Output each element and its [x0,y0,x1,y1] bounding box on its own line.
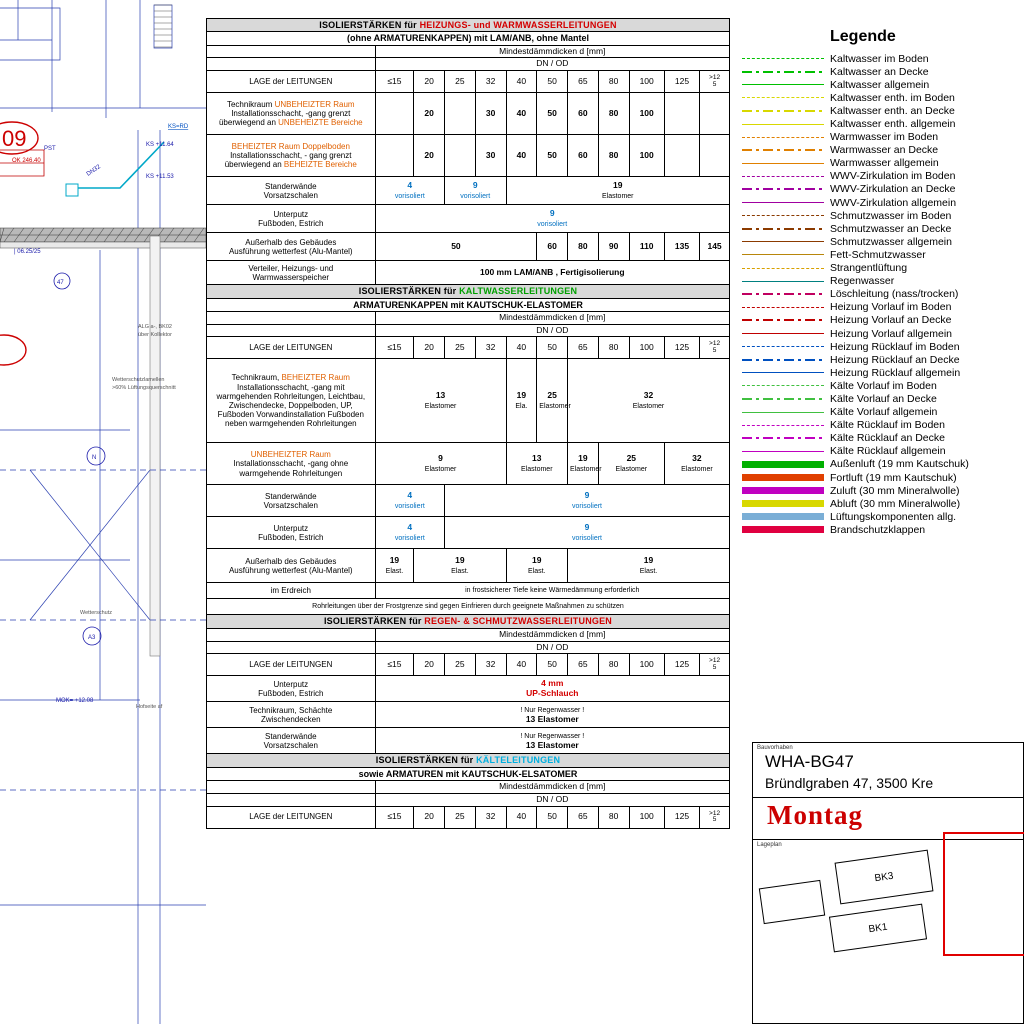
row-label-ausserhalb-2: Außerhalb des Gebäudes Ausführung wetterfest (Alu-Mantel) [207,549,376,583]
legend-line-swatch [742,163,824,164]
value-cell: 100 [629,93,664,135]
value-cell [664,93,699,135]
legend-line-swatch [742,176,824,177]
dn-cell: >12 5 [700,337,730,359]
legend-item [742,104,1024,117]
dn-cell: 25 [445,654,476,676]
plan-type: Montag [767,800,863,830]
svg-text:Wetterschutzlamellen: Wetterschutzlamellen [112,377,165,383]
dn-cell: 65 [568,654,599,676]
legend-item-label: Lüftungskomponenten allg. [830,510,957,523]
dn-cell: 65 [568,337,599,359]
legend-item [742,52,1024,65]
legend-item-label: Regenwasser [830,275,895,288]
legend-item-label: Kaltwasser enth. allgemein [830,118,956,131]
value-cell: 20 [414,93,445,135]
legend-item [742,314,1024,327]
dn-cell: 125 [664,71,699,93]
isolierstaerken-table-wrap [206,18,730,829]
legend-item-label: Kälte Rücklauf an Decke [830,432,945,445]
value-cell: 100 [629,135,664,177]
svg-text:über Kollektor: über Kollektor [138,332,172,338]
legend-line-swatch [742,346,824,347]
value-cell: 32 Elastomer [568,359,730,443]
value-cell: 30 [475,93,506,135]
legend-item [742,523,1024,536]
legend-item-label: Warmwasser allgemein [830,157,939,170]
svg-text:MOK= +12.08: MOK= +12.08 [56,698,94,704]
legend-item-label: Strangentlüftung [830,262,908,275]
legend-item-label: Brandschutzklappen [830,523,926,536]
svg-text:KS +11.64: KS +11.64 [146,142,174,148]
legend-line-swatch [742,425,824,426]
dn-cell: 32 [475,337,506,359]
legend-line-swatch [742,110,824,112]
legend-item-label: Kaltwasser an Decke [830,65,929,78]
legend-item-label: Außenluft (19 mm Kautschuk) [830,458,969,471]
value-cell [375,728,729,754]
legend-item [742,262,1024,275]
legend-item [742,288,1024,301]
svg-text:09: 09 [2,126,27,151]
dn-cell: ≤15 [375,654,414,676]
dn-cell: >12 5 [700,654,730,676]
value-cell: 25 Elastomer [598,443,664,485]
value-cell [375,702,729,728]
lageplan-block-bk1 [829,904,927,953]
legend-line-swatch [742,333,824,334]
row-label-verteiler: Verteiler, Heizungs- und Warmwasserspeicher [207,261,376,285]
legend-line-swatch [742,71,824,73]
legend-item-label: Heizung Vorlauf an Decke [830,314,952,327]
legend-line-swatch [742,281,824,282]
value-cell: 4 vorisoliert [375,485,444,517]
lageplan-area [753,848,1023,978]
legend-line-swatch [742,461,824,468]
section-subtitle-heizung: (ohne ARMATURENKAPPEN) mit LAM/ANB, ohne Mantel [207,32,730,45]
value-cell: 25 Elastomer [537,359,568,443]
legend-line-swatch [742,137,824,138]
svg-text:PST: PST [44,146,56,152]
svg-text:ALG a-, BK02: ALG a-, BK02 [138,324,172,330]
dn-cell: ≤15 [375,71,414,93]
dn-cell: 65 [568,71,599,93]
lageplan-highlight-box [943,832,1024,956]
legend-item [742,170,1024,183]
legend-line-swatch [742,97,824,98]
legend-item-label: Zuluft (30 mm Mineralwolle) [830,484,960,497]
legend-line-swatch [742,188,824,190]
row-label-technikraum-beheizt: Technikraum, BEHEIZTER Raum Installationsschacht, -gang mit warmgehenden Rohrleitungen, Leichtbau, Zwischendecke, Doppelboden, UP, Fußboden Vorwandinstallation Fußboden neben warmgehenden Rohrleitungen [207,359,376,443]
lageplan-caption: Lageplan [757,842,782,848]
legend-line-swatch [742,254,824,255]
dn-cell: 25 [445,71,476,93]
legend-line-swatch [742,513,824,520]
dn-cell: >12 5 [700,71,730,93]
row-label-technikraum-schaechte: Technikraum, Schächte Zwischendecken [207,702,376,728]
legend-item [742,222,1024,235]
isolierstaerken-table [206,18,730,829]
value-cell: 13 Elastomer [375,359,506,443]
legend-item [742,144,1024,157]
cad-drawing-panel [0,0,210,1024]
row-label-standerwaende-2: Standerwände Vorsatzschalen [207,485,376,517]
value-cell: 90 [598,233,629,261]
legend-item-label: Warmwasser an Decke [830,144,939,157]
dn-cell: 100 [629,337,664,359]
value-line-2: 13 Elastomer [525,739,579,750]
dn-header-1: DN / OD [375,58,729,71]
dn-cell: 32 [475,71,506,93]
row-label-unterputz-1: Unterputz Fußboden, Estrich [207,205,376,233]
dn-cell: 25 [445,337,476,359]
value-cell: 4 vorisoliert [375,517,444,549]
svg-text:47: 47 [57,280,64,286]
thickness-header-2: Mindestdämmdicken d [mm] [375,311,729,324]
legend-item [742,510,1024,523]
svg-text:KS=RD: KS=RD [168,124,189,130]
lageplan-block-label: BK3 [873,870,895,884]
legend-line-swatch [742,385,824,386]
value-cell [445,135,476,177]
legend-title: Legende [830,28,896,45]
dn-cell: 125 [664,806,699,828]
dn-cell: 40 [506,806,537,828]
legend-line-swatch [742,202,824,203]
legend-line-swatch [742,84,824,85]
legend-item [742,248,1024,261]
legend-item [742,484,1024,497]
dn-cell: 50 [537,654,568,676]
dn-cell: 125 [664,654,699,676]
dn-cell: 50 [537,337,568,359]
legend-item-label: Schmutzwasser im Boden [830,209,952,222]
value-line-1: 4 mm [541,678,564,689]
svg-text:| 06.25/25: | 06.25/25 [14,249,41,255]
dn-cell: 100 [629,71,664,93]
value-cell: 50 [375,233,537,261]
legend-line-swatch [742,412,824,413]
legend-item-label: Löschleitung (nass/trocken) [830,288,959,301]
dn-cell: 125 [664,337,699,359]
dn-cell: 50 [537,71,568,93]
dn-cell: 80 [598,71,629,93]
thickness-header-3: Mindestdämmdicken d [mm] [375,628,729,641]
section-title-kaelte: ISOLIERSTÄRKEN für KÄLTELEITUNGEN [207,754,730,767]
legend-item-label: Kaltwasser enth. im Boden [830,91,955,104]
svg-text:OK 246.40: OK 246.40 [12,158,41,164]
legend-line-swatch [742,474,824,481]
value-cell: 19 Elast. [506,549,568,583]
dn-cell: 40 [506,337,537,359]
legend-item-label: Kälte Vorlauf im Boden [830,379,937,392]
svg-text:DN32: DN32 [85,164,102,178]
dn-cell: 80 [598,806,629,828]
legend-item-label: Kaltwasser allgemein [830,78,930,91]
legend-item [742,65,1024,78]
legend-item-label: Fortluft (19 mm Kautschuk) [830,471,957,484]
legend-item-label: WWV-Zirkulation allgemein [830,196,957,209]
value-cell: 40 [506,93,537,135]
legend-item-label: WWV-Zirkulation im Boden [830,170,956,183]
lage-label-4: LAGE der LEITUNGEN [207,806,376,828]
dn-cell: 80 [598,654,629,676]
value-cell: 9 vorisoliert [445,485,730,517]
value-cell: 145 [700,233,730,261]
row-label-technikraum-unbeheizt: Technikraum UNBEHEIZTER Raum Installationsschacht, -gang grenzt überwiegend an UNBEHEIZTE Bereiche [207,93,376,135]
dn-cell: >12 5 [700,806,730,828]
cad-drawing-svg [0,0,210,1024]
legend-line-swatch [742,149,824,151]
value-cell [375,676,729,702]
legend-item-label: Heizung Rücklauf an Decke [830,353,960,366]
value-cell: 19 Elast. [414,549,506,583]
dn-cell: ≤15 [375,806,414,828]
value-cell: 60 [537,233,568,261]
dn-cell: 100 [629,654,664,676]
bauvorhaben-caption: Bauvorhaben [757,745,793,751]
value-line-2: UP-Schlauch [526,687,579,698]
value-cell: 13 Elastomer [506,443,568,485]
legend-item [742,419,1024,432]
legend-item-label: Heizung Rücklauf im Boden [830,340,960,353]
svg-text:A3: A3 [88,635,96,641]
row-label-ausserhalb-1: Außerhalb des Gebäudes Ausführung wetterfest (Alu-Mantel) [207,233,376,261]
legend-item [742,196,1024,209]
legend-item [742,497,1024,510]
value-line-1: ! Nur Regenwasser ! [520,706,585,714]
value-line-2: 13 Elastomer [525,713,579,724]
legend-line-swatch [742,359,824,361]
lageplan-block-left [759,880,825,924]
legend-rows [742,52,1024,536]
legend-line-swatch [742,487,824,494]
legend-item-label: Abluft (30 mm Mineralwolle) [830,497,961,510]
section-title-heizung: ISOLIERSTÄRKEN für HEIZUNGS- und WARMWASSERLEITUNGEN [207,19,730,32]
value-cell: 19 Elastomer [568,443,599,485]
svg-text:KS +11.53: KS +11.53 [146,174,174,180]
dn-cell: ≤15 [375,337,414,359]
dn-cell: 40 [506,71,537,93]
value-cell [375,93,414,135]
legend-line-swatch [742,398,824,400]
legend-line-swatch [742,526,824,533]
lageplan-block-bk3 [835,850,934,905]
value-cell [445,93,476,135]
value-cell [375,135,414,177]
value-cell: 19 Elast. [568,549,730,583]
value-cell: 135 [664,233,699,261]
value-cell: 110 [629,233,664,261]
legend-line-swatch [742,372,824,373]
legend-item [742,209,1024,222]
row-label-beheizt-doppelboden: BEHEIZTER Raum Doppelboden Installationsschacht, - gang grenzt überwiegend an BEHEIZTE Bereiche [207,135,376,177]
value-cell: 30 [475,135,506,177]
value-cell: 9 vorisoliert [445,517,730,549]
legend-item [742,235,1024,248]
svg-text:N: N [92,455,97,461]
dn-header-4: DN / OD [375,793,729,806]
legend-line-swatch [742,319,824,321]
thickness-header-1: Mindestdämmdicken d [mm] [375,45,729,58]
row-label-unbeheizt-ohne: UNBEHEIZTER Raum Installationsschacht, -gang ohne warmgehende Rohrleitungen [207,443,376,485]
value-cell: 40 [506,135,537,177]
legend-item [742,406,1024,419]
legend-line-swatch [742,268,824,269]
legend-item-label: Kälte Vorlauf an Decke [830,392,937,405]
legend-line-swatch [742,437,824,439]
legend-line-swatch [742,124,824,125]
legend-item-label: Kälte Vorlauf allgemein [830,406,938,419]
legend-line-swatch [742,293,824,295]
legend-item [742,117,1024,130]
project-address: Bründlgraben 47, 3500 Kre [765,775,934,791]
lage-label-3: LAGE der LEITUNGEN [207,654,376,676]
value-cell: 20 [414,135,445,177]
legend-line-swatch [742,307,824,308]
section-subtitle-kaelte: sowie ARMATUREN mit KAUTSCHUK-ELSATOMER [207,767,730,780]
legend-item [742,471,1024,484]
legend-item-label: Kälte Rücklauf im Boden [830,419,945,432]
legend-line-swatch [742,500,824,507]
value-cell: 19 Ela. [506,359,537,443]
value-line-1: ! Nur Regenwasser ! [520,732,585,740]
legend-item-label: Warmwasser im Boden [830,131,939,144]
value-cell: 9 vorisoliert [375,205,729,233]
legend-panel [742,28,1024,536]
legend-line-swatch [742,215,824,216]
legend-item [742,157,1024,170]
legend-item [742,392,1024,405]
legend-line-swatch [742,241,824,242]
legend-item [742,131,1024,144]
value-cell: 80 [568,233,599,261]
title-block [752,742,1024,1024]
legend-item-label: Schmutzwasser allgemein [830,235,952,248]
value-cell: 4 vorisoliert [375,177,444,205]
legend-item [742,183,1024,196]
legend-item [742,91,1024,104]
legend-item [742,301,1024,314]
footnote-frostgrenze: Rohrleitungen über der Frostgrenze sind gegen Einfrieren durch geeignete Maßnahmen zu schützen [207,599,730,615]
legend-item-label: Kälte Rücklauf allgemein [830,445,946,458]
value-cell: 9 Elastomer [375,443,506,485]
legend-item [742,432,1024,445]
value-cell: 32 Elastomer [664,443,729,485]
dn-cell: 20 [414,71,445,93]
svg-text:>60% Lüftungsquerschnitt: >60% Lüftungsquerschnitt [112,385,176,391]
legend-item [742,379,1024,392]
row-label-unterputz-3: Unterputz Fußboden, Estrich [207,676,376,702]
legend-item [742,353,1024,366]
dn-cell: 32 [475,806,506,828]
value-cell: 9 vorisoliert [445,177,507,205]
value-cell: 50 [537,93,568,135]
legend-line-swatch [742,58,824,59]
section-title-kaltwasser: ISOLIERSTÄRKEN für KALTWASSERLEITUNGEN [207,285,730,298]
dn-cell: 20 [414,806,445,828]
legend-item [742,78,1024,91]
legend-line-swatch [742,228,824,230]
project-name: WHA-BG47 [765,752,854,771]
value-cell: 19 Elast. [375,549,414,583]
value-cell [664,135,699,177]
dn-cell: 80 [598,337,629,359]
value-cell: 80 [598,93,629,135]
dn-cell: 65 [568,806,599,828]
lage-label-2: LAGE der LEITUNGEN [207,337,376,359]
value-cell: 80 [598,135,629,177]
section-title-regen: ISOLIERSTÄRKEN für REGEN- & SCHMUTZWASSERLEITUNGEN [207,615,730,628]
dn-header-3: DN / OD [375,641,729,654]
legend-item [742,340,1024,353]
svg-text:Hofseite af: Hofseite af [136,704,163,710]
dn-cell: 40 [506,654,537,676]
row-label-erdreich: im Erdreich [207,583,376,599]
dn-cell: 25 [445,806,476,828]
legend-line-swatch [742,451,824,452]
dn-header-2: DN / OD [375,324,729,337]
legend-item [742,366,1024,379]
row-label-unterputz-2: Unterputz Fußboden, Estrich [207,517,376,549]
value-cell: 60 [568,135,599,177]
svg-text:Wetterschutz: Wetterschutz [80,610,112,616]
thickness-header-4: Mindestdämmdicken d [mm] [375,781,729,794]
value-cell: 100 mm LAM/ANB , Fertigisolierung [375,261,729,285]
lage-label-1: LAGE der LEITUNGEN [207,71,376,93]
row-label-standerwaende-1: Standerwände Vorsatzschalen [207,177,376,205]
dn-cell: 20 [414,337,445,359]
dn-cell: 32 [475,654,506,676]
legend-item-label: Kaltwasser im Boden [830,52,929,65]
legend-item-label: Heizung Rücklauf allgemein [830,366,961,379]
value-cell [700,135,730,177]
legend-item-label: Heizung Vorlauf allgemein [830,327,952,340]
legend-item-label: Heizung Vorlauf im Boden [830,301,952,314]
legend-item [742,445,1024,458]
value-cell: 50 [537,135,568,177]
legend-item [742,327,1024,340]
dn-cell: 50 [537,806,568,828]
lageplan-block-label: BK1 [867,921,889,935]
value-cell: 19 Elastomer [506,177,729,205]
legend-item-label: Schmutzwasser an Decke [830,222,952,235]
value-cell: 60 [568,93,599,135]
legend-item-label: Fett-Schmutzwasser [830,248,926,261]
dn-cell: 100 [629,806,664,828]
row-label-standerwaende-3: Standerwände Vorsatzschalen [207,728,376,754]
dn-cell: 20 [414,654,445,676]
legend-item [742,458,1024,471]
section-subtitle-kaltwasser: ARMATURENKAPPEN mit KAUTSCHUK-ELASTOMER [207,298,730,311]
value-cell: in frostsicherer Tiefe keine Wärmedämmung erforderlich [375,583,729,599]
legend-item [742,275,1024,288]
legend-item-label: WWV-Zirkulation an Decke [830,183,956,196]
legend-item-label: Kaltwasser enth. an Decke [830,104,955,117]
value-cell [700,93,730,135]
